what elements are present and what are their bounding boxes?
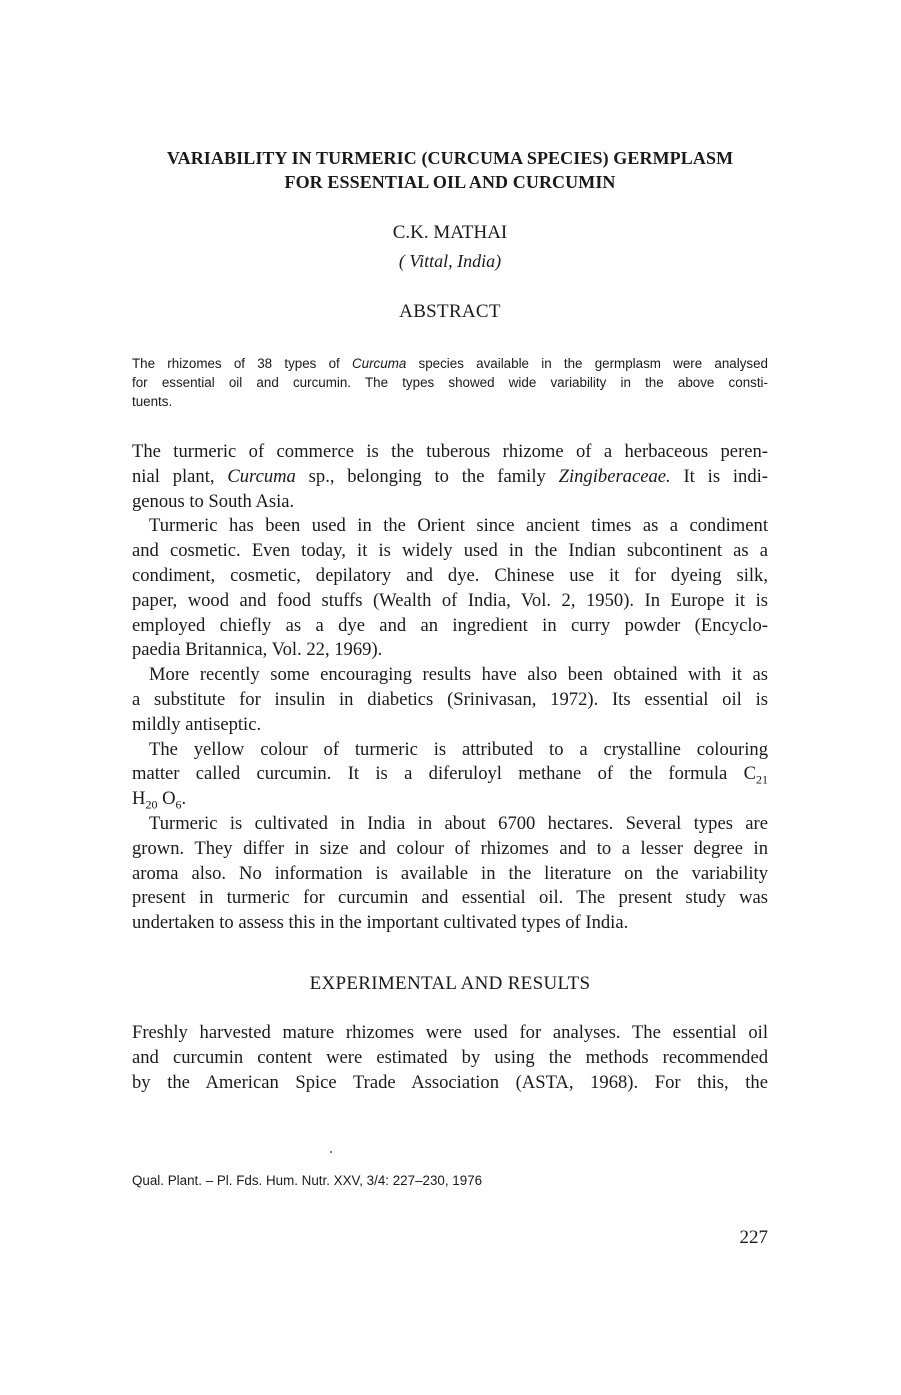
body-line: grown. They differ in size and colour of rhizomes and to a lesser degree in [132, 837, 768, 859]
body-line: paedia Britannica, Vol. 22, 1969). [132, 639, 383, 661]
body-line: $H_{20}$ $O_6$. [132, 788, 187, 812]
page-number: 227 [739, 1227, 768, 1248]
intro-body [132, 440, 768, 936]
body-line: condiment, cosmetic, depilatory and dye. Chinese use it for dyeing silk, [132, 564, 768, 586]
abstract-line: for essential oil and curcumin. The types showed wide variability in the above consti- [132, 375, 768, 390]
body-line: employed chiefly as a dye and an ingredient in curry powder (Encyclo- [132, 614, 768, 636]
body-line: genous to South Asia. [132, 490, 295, 512]
section-body [132, 1021, 768, 1095]
body-line: undertaken to assess this in the important cultivated types of India. [132, 912, 629, 934]
title-line-2: FOR ESSENTIAL OIL AND CURCUMIN [284, 172, 616, 192]
body-line: aroma also. No information is available in the literature on the variability [132, 862, 768, 884]
body-line: mildly antiseptic. [132, 713, 262, 735]
body-line: matter called curcumin. It is a diferuloyl methane of the formula $C_{21}$ [132, 763, 768, 788]
abstract-line: The rhizomes of 38 types of Curcuma species available in the germplasm were analysed [132, 356, 768, 371]
body-line: nial plant, Curcuma sp., belonging to the family Zingiberaceae. It is indi- [132, 465, 768, 487]
paper-title [132, 146, 768, 194]
body-line: paper, wood and food stuffs (Wealth of India, Vol. 2, 1950). In Europe it is [132, 589, 768, 611]
abstract-text [132, 354, 768, 411]
body-line: present in turmeric for curcumin and essential oil. The present study was [132, 887, 768, 909]
title-line-1: VARIABILITY IN TURMERIC (CURCUMA SPECIES) GERMPLASM [166, 148, 734, 168]
body-line: The turmeric of commerce is the tuberous rhizome of a herbaceous peren- [132, 441, 768, 462]
abstract-heading: ABSTRACT [399, 301, 501, 322]
body-line: Turmeric has been used in the Orient since ancient times as a condiment [149, 515, 768, 537]
body-line: Freshly harvested mature rhizomes were used for analyses. The essential oil [132, 1022, 768, 1043]
author-affiliation: ( Vittal, India) [398, 251, 502, 271]
body-line: and cosmetic. Even today, it is widely used in the Indian subcontinent as a [132, 540, 768, 562]
body-line: a substitute for insulin in diabetics (Srinivasan, 1972). Its essential oil is [132, 688, 768, 710]
author-name: C.K. MATHAI [392, 222, 508, 243]
body-line: The yellow colour of turmeric is attributed to a crystalline colouring [149, 738, 768, 760]
body-line: More recently some encouraging results have also been obtained with it as [149, 664, 768, 686]
body-line: and curcumin content were estimated by using the methods recommended [132, 1046, 768, 1068]
body-line: by the American Spice Trade Association (ASTA, 1968). For this, the [132, 1071, 768, 1093]
section-heading: EXPERIMENTAL AND RESULTS [309, 973, 591, 994]
citation-footnote: Qual. Plant. – Pl. Fds. Hum. Nutr. XXV, 3/4: 227–230, 1976 [132, 1173, 483, 1188]
body-line: Turmeric is cultivated in India in about 6700 hectares. Several types are [149, 812, 768, 834]
abstract-line: tuents. [132, 394, 173, 409]
print-speck [330, 1151, 332, 1153]
